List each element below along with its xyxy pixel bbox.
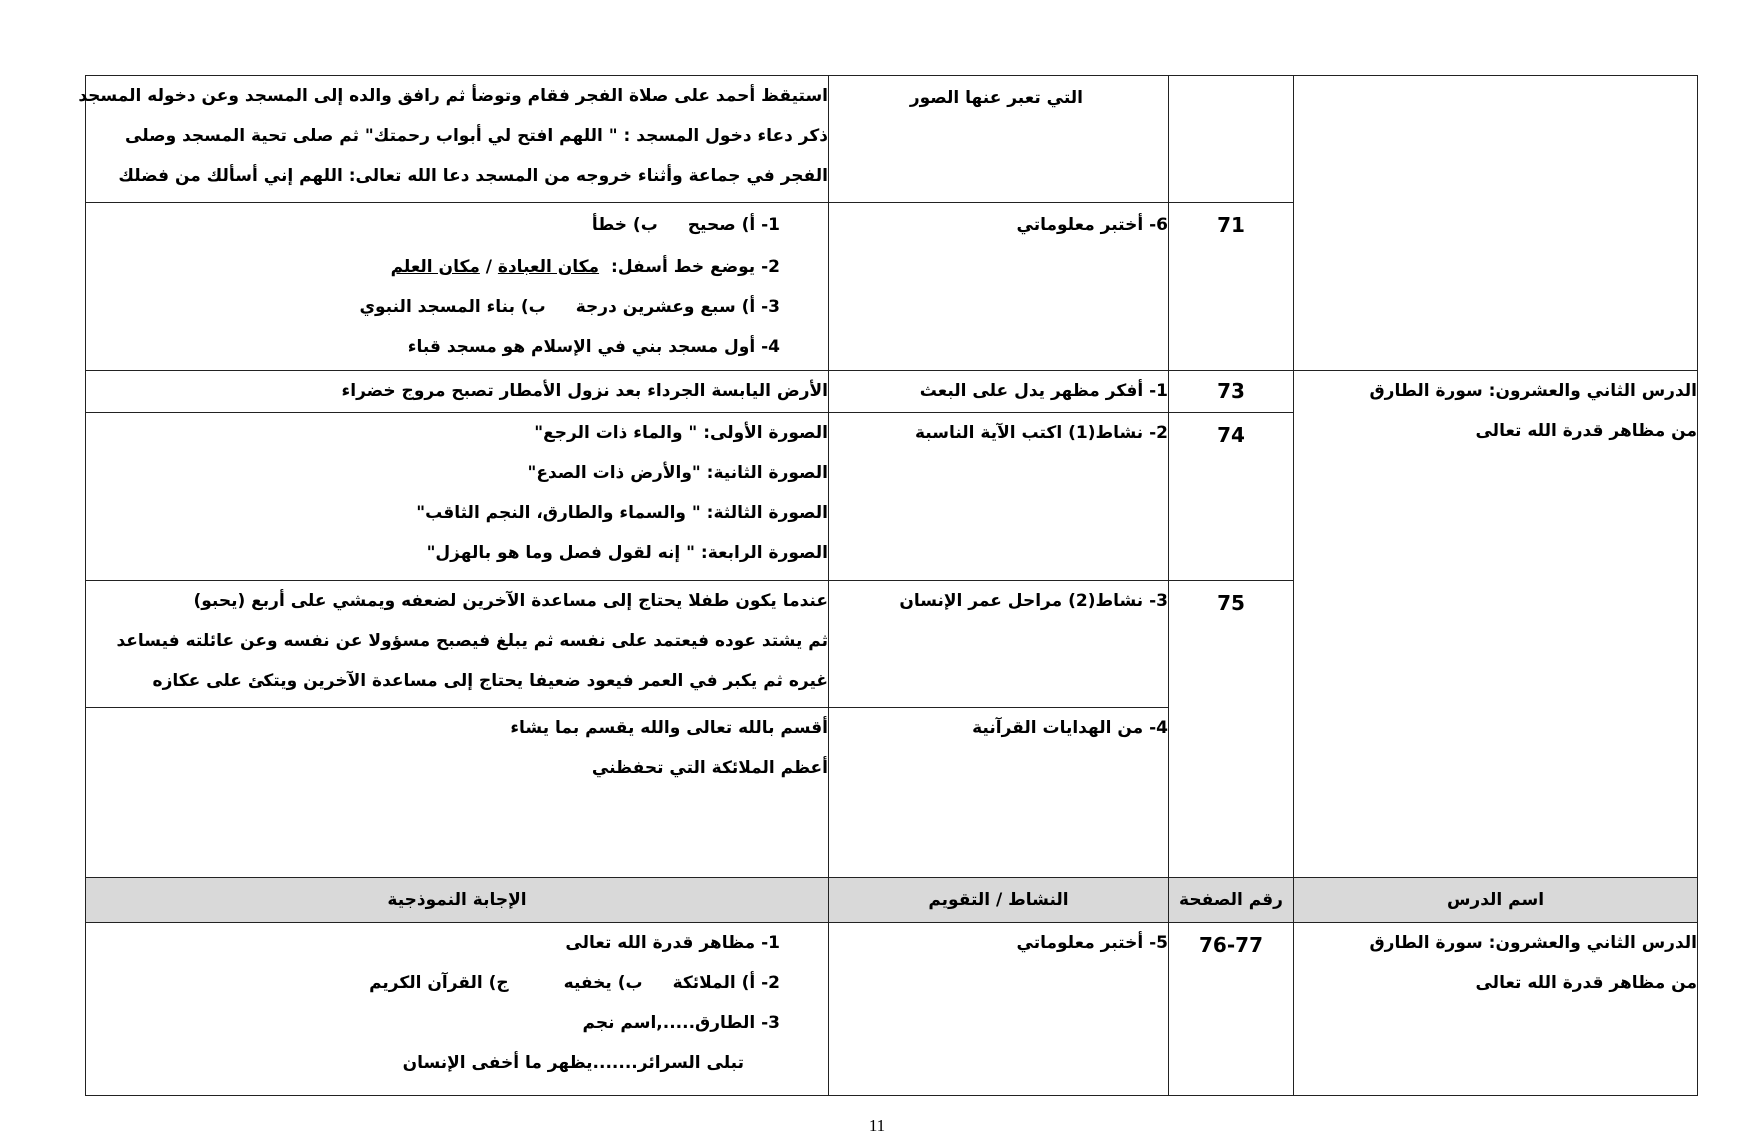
answer-cell — [86, 708, 829, 878]
page-number-cell — [1169, 203, 1294, 371]
answer-line: ثم يشتد عوده فيعتمد على نفسه ثم يبلغ فيصبح مسؤولا عن نفسه وعن عائلته فيساعد — [116, 631, 828, 651]
answer-option: 2- أ) الملائكة — [672, 973, 780, 993]
answer-cell — [86, 203, 829, 371]
underlined-answer: مكان العلم — [390, 257, 480, 277]
answer-line: الصورة الثانية: "والأرض ذات الصدع" — [527, 463, 828, 483]
answer-line: الأرض اليابسة الجرداء بعد نزول الأمطار تصبح مروج خضراء — [341, 381, 828, 401]
activity-text: 4- من الهدايات القرآنية — [972, 718, 1168, 738]
underlined-answer: مكان العبادة — [497, 257, 600, 277]
answer-cell — [86, 923, 829, 1096]
page-number: 76-77 — [1199, 933, 1263, 957]
answer-cell — [86, 371, 829, 413]
answer-line: غيره ثم يكبر في العمر فيعود ضعيفا يحتاج إلى مساعدة الآخرين ويتكئ على عكازه — [152, 671, 828, 691]
answer-line: تبلى السرائر.......يظهر ما أخفى الإنسان — [402, 1053, 744, 1073]
answer-text: 2- يوضع خط أسفل: — [611, 257, 780, 277]
activity-cell — [829, 371, 1169, 413]
column-header-model-answer: الإجابة النموذجية — [86, 878, 829, 923]
answer-line — [86, 203, 780, 247]
answer-line: الصورة الأولى: " والماء ذات الرجع" — [534, 423, 828, 443]
page-footer-number: 11 — [868, 1116, 886, 1135]
answer-cell — [78, 76, 829, 203]
page-number-cell — [1169, 371, 1294, 413]
answer-line — [86, 963, 780, 1003]
table-row — [86, 371, 1698, 413]
answer-line: استيقظ أحمد على صلاة الفجر فقام وتوضأ ثم رافق والده إلى المسجد وعن دخوله المسجد — [78, 86, 828, 106]
header-row — [86, 878, 1698, 923]
activity-cell — [829, 413, 1169, 581]
answer-option: ج) القرآن الكريم — [369, 973, 509, 993]
page-number: 75 — [1217, 591, 1245, 615]
answer-line: الفجر في جماعة وأثناء خروجه من المسجد دعا الله تعالى: اللهم إني أسألك من فضلك — [118, 166, 828, 186]
answer-cell — [86, 581, 829, 708]
lesson-subtitle: من مظاهر قدرة الله تعالى — [1475, 973, 1697, 993]
activity-text: 6- أختبر معلوماتي — [1016, 215, 1168, 235]
answer-line: أعظم الملائكة التي تحفظني — [591, 758, 828, 778]
answer-line: ذكر دعاء دخول المسجد : " اللهم افتح لي أبواب رحمتك" ثم صلى تحية المسجد وصلى — [125, 126, 828, 146]
activity-text: 1- أفكر مظهر يدل على البعث — [919, 381, 1168, 401]
answer-cell — [86, 413, 829, 581]
answer-line: 1- مظاهر قدرة الله تعالى — [565, 933, 780, 953]
lesson-name-cell — [1294, 371, 1698, 878]
answer-option: 3- أ) سبع وعشرين درجة — [575, 297, 780, 317]
answer-line: عندما يكون طفلا يحتاج إلى مساعدة الآخرين لضعفه ويمشي على أربع (يحبو) — [193, 591, 828, 611]
answer-line — [86, 287, 780, 327]
answer-line: أقسم بالله تعالى والله يقسم بما يشاء — [510, 718, 828, 738]
activity-cell — [829, 203, 1169, 371]
column-header-page-number: رقم الصفحة — [1169, 878, 1294, 923]
activity-text: التي تعبر عنها الصور — [909, 88, 1083, 108]
lesson-name-cell — [1294, 76, 1698, 371]
column-header-activity: النشاط / التقويم — [829, 878, 1169, 923]
lesson-name-cell — [1294, 923, 1698, 1096]
answer-option: 1- أ) صحيح — [687, 215, 780, 235]
answer-option: ب) بناء المسجد النبوي — [359, 297, 546, 317]
page-number-cell — [1169, 923, 1294, 1096]
table-row — [86, 76, 1698, 203]
activity-cell — [829, 923, 1169, 1096]
lesson-name: الدرس الثاني والعشرون: سورة الطارق — [1369, 381, 1697, 401]
lesson-table — [78, 75, 1698, 1096]
answer-line: 3- الطارق.....,اسم نجم — [582, 1013, 780, 1033]
answer-line: الصورة الرابعة: " إنه لقول فصل وما هو بالهزل" — [426, 543, 828, 563]
page-number-cell — [1169, 581, 1294, 878]
activity-cell — [829, 708, 1169, 878]
activity-cell — [829, 581, 1169, 708]
activity-text: 3- نشاط(2) مراحل عمر الإنسان — [899, 591, 1168, 611]
answer-option: ب) يخفيه — [563, 973, 643, 993]
answer-option: ب) خطأ — [591, 215, 658, 235]
lesson-name: الدرس الثاني والعشرون: سورة الطارق — [1369, 933, 1697, 953]
activity-text: 2- نشاط(1) اكتب الآية الناسبة — [914, 423, 1168, 443]
page-number-cell — [1169, 413, 1294, 581]
page-number: 73 — [1217, 379, 1245, 403]
page-number-cell — [1169, 76, 1294, 203]
lesson-subtitle: من مظاهر قدرة الله تعالى — [1475, 421, 1697, 441]
activity-text: 5- أختبر معلوماتي — [1016, 933, 1168, 953]
page-number: 74 — [1217, 423, 1245, 447]
table-row — [86, 923, 1698, 1096]
answer-line — [86, 247, 780, 287]
separator: / — [479, 257, 498, 277]
answer-line: الصورة الثالثة: " والسماء والطارق، النجم الثاقب" — [416, 503, 828, 523]
column-header-lesson-name: اسم الدرس — [1294, 878, 1698, 923]
answer-line: 4- أول مسجد بني في الإسلام هو مسجد قباء — [407, 337, 780, 357]
activity-cell — [829, 76, 1169, 203]
page-number: 71 — [1217, 213, 1245, 237]
